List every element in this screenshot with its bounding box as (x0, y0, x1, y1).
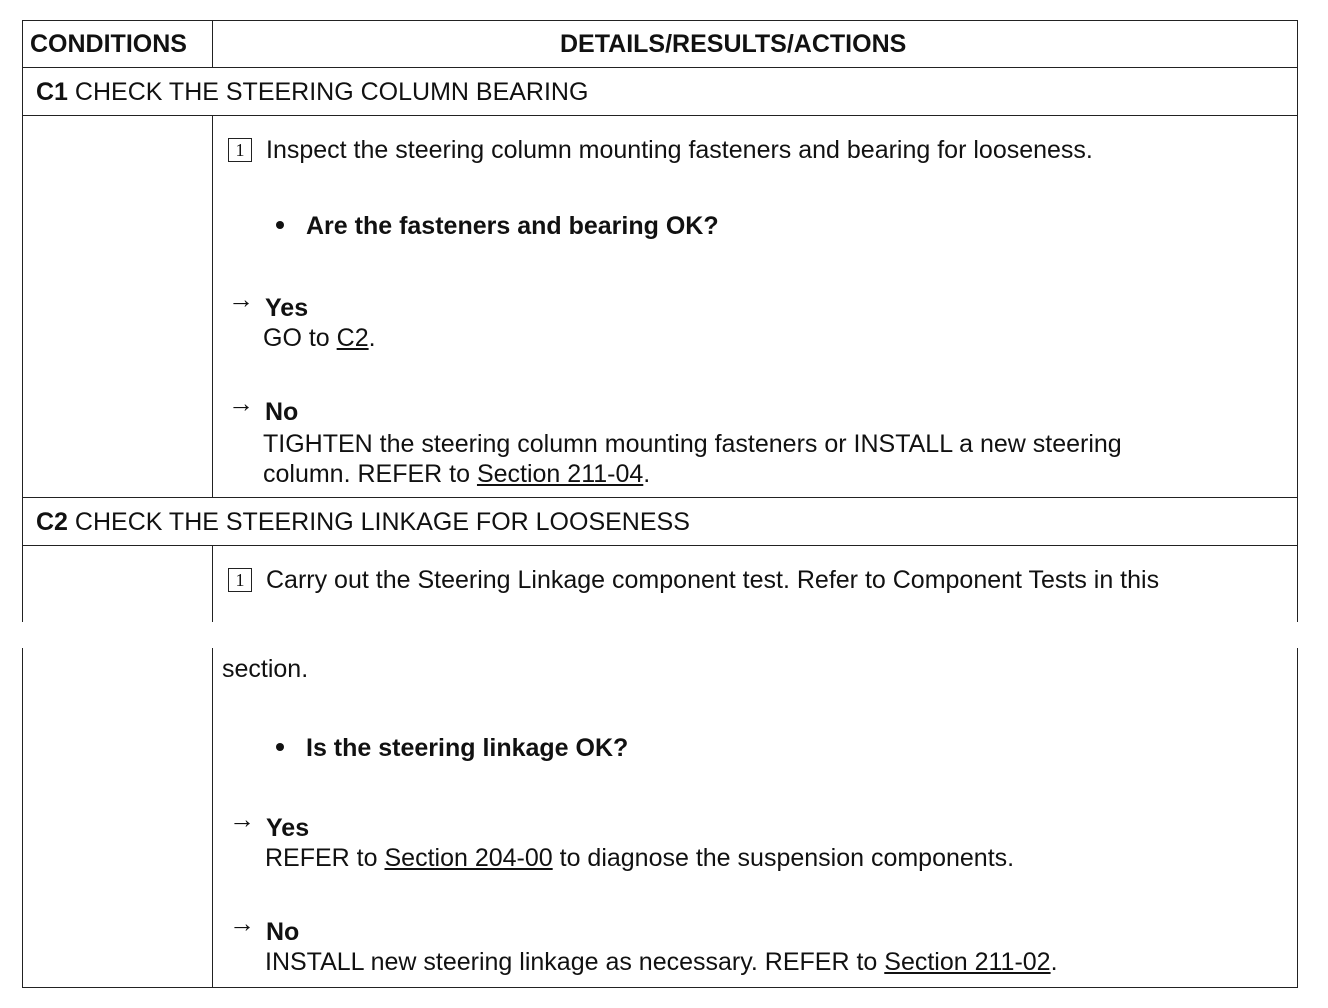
c1-no-arrow-icon: → (228, 388, 254, 418)
c1-no-link[interactable]: Section 211-04 (476, 460, 644, 488)
c1-step (228, 136, 1093, 165)
c1-yes-arrow-icon: → (228, 284, 254, 314)
c2-step-line2: section. (222, 655, 309, 683)
c2-yes-action (265, 844, 1014, 873)
c2-title (36, 508, 690, 537)
c1-yes-pre: GO to (263, 324, 337, 352)
c2-no-pre: INSTALL new steering linkage as necessary. REFER to (265, 948, 885, 976)
c2-top-divider (22, 497, 1298, 498)
c2-step-number: 1 (228, 568, 252, 592)
c1-no-line2 (263, 460, 650, 489)
c2-yes-arrow-icon: → (229, 804, 255, 834)
c2-id: C2 (36, 508, 68, 536)
c2-yes-pre: REFER to (265, 844, 385, 872)
c2-col-divider (212, 545, 213, 988)
c2-question (276, 734, 628, 763)
c1-bullet-icon (276, 221, 284, 229)
c1-no-line1: TIGHTEN the steering column mounting fasteners or INSTALL a new steering (263, 430, 1122, 458)
c1-no-post: . (643, 460, 651, 488)
c2-yes-post: to diagnose the suspension components. (552, 844, 1015, 872)
page-break-gap (0, 622, 1328, 648)
c2-no-label: No (266, 918, 300, 946)
header-col-divider (212, 20, 213, 67)
c1-col-divider (212, 115, 213, 497)
c2-step (228, 566, 1159, 595)
c2-no-post: . (1050, 948, 1058, 976)
c2-no-arrow-icon: → (229, 908, 255, 938)
c2-no-action (265, 948, 1058, 977)
details-header: DETAILS/RESULTS/ACTIONS (560, 30, 907, 58)
c1-yes-link[interactable]: C2 (336, 324, 369, 352)
c1-title-divider (22, 115, 1298, 116)
c1-title (36, 78, 588, 107)
c1-question-text: Are the fasteners and bearing OK? (306, 212, 719, 240)
c2-bullet-icon (276, 743, 284, 751)
c1-no-label: No (265, 398, 299, 426)
table-frame (22, 20, 1298, 988)
c1-yes-post: . (368, 324, 376, 352)
c1-yes-action (263, 324, 376, 353)
c1-title-text: CHECK THE STEERING COLUMN BEARING (74, 78, 589, 106)
c2-step-text: Carry out the Steering Linkage component test. Refer to Component Tests in this (266, 566, 1160, 594)
c2-yes-label: Yes (266, 814, 310, 842)
c2-title-text: CHECK THE STEERING LINKAGE FOR LOOSENESS (74, 508, 690, 536)
c2-title-divider (22, 545, 1298, 546)
c2-question-text: Is the steering linkage OK? (306, 734, 629, 762)
c2-no-link[interactable]: Section 211-02 (884, 948, 1051, 976)
c1-step-number: 1 (228, 138, 252, 162)
c1-id: C1 (36, 78, 68, 106)
c2-yes-link[interactable]: Section 204-00 (384, 844, 553, 872)
c1-step-text: Inspect the steering column mounting fasteners and bearing for looseness. (266, 136, 1093, 164)
header-divider (22, 67, 1298, 68)
c1-no-pre: column. REFER to (263, 460, 477, 488)
c1-question (276, 212, 719, 241)
c1-yes-label: Yes (265, 294, 309, 322)
conditions-header: CONDITIONS (30, 30, 187, 58)
